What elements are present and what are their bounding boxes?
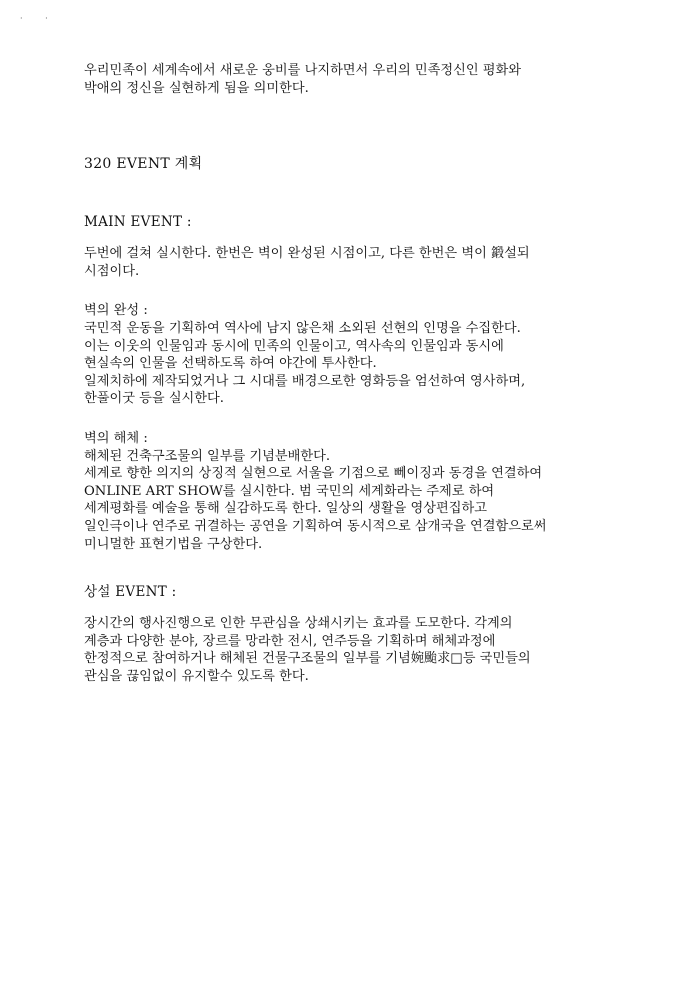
text-line: 계층과 다양한 분야, 장르를 망라한 전시, 연주등을 기획하며 해체과정에 (84, 633, 496, 649)
spacer (84, 280, 624, 302)
regular-event-paragraph (84, 615, 624, 685)
main-event-heading: MAIN EVENT : (84, 214, 192, 231)
text-line: 박애의 정신을 실현하게 됨을 의미한다. (84, 80, 309, 96)
corner-mark: · · (20, 14, 58, 23)
text-line: 세계로 향한 의지의 상징적 실현으로 서울을 기점으로 뻬이징과 동경을 연결하여 (84, 466, 543, 482)
text-line: 이는 이웃의 인물임과 동시에 민족의 인물이고, 역사속의 인물임과 동시에 (84, 338, 504, 354)
section-heading: 320 EVENT 계획 (84, 156, 203, 173)
text-line: 관심을 끊임없이 유지할수 있도록 한다. (84, 668, 309, 684)
intro-paragraph (84, 62, 624, 97)
regular-event-heading: 상설 EVENT : (84, 584, 177, 601)
text-line: 현실속의 인물을 선택하도록 하여 야간에 투사한다. (84, 356, 377, 372)
document-body (84, 62, 624, 685)
text-line: 한풀이굿 등을 실시한다. (84, 391, 224, 407)
text-line: 세계평화를 예술을 통해 실감하도록 한다. 일상의 생활을 영상편집하고 (84, 501, 487, 517)
text-line: ONLINE ART SHOW를 실시한다. 범 국민의 세계화라는 주제로 하여 (84, 483, 495, 499)
text-line: 우리민족이 세계속에서 새로운 웅비를 나지하면서 우리의 민족정신인 평화와 (84, 63, 521, 78)
text-line: 국민적 운동을 기획하여 역사에 남지 않은채 소외된 선현의 인명을 수집한다. (84, 320, 521, 336)
text-line: 시점이다. (84, 263, 140, 279)
wall-completion-label: 벽의 완성 : (84, 303, 148, 319)
wall-dismantle-paragraph (84, 448, 624, 554)
text-line: 장시간의 행사진행으로 인한 무관심을 상쇄시키는 효과를 도모한다. 각계의 (84, 616, 513, 632)
text-line: 해체된 건축구조물의 일부를 기념분배한다. (84, 448, 331, 464)
text-line: 한정적으로 참여하거나 해체된 건물구조물의 일부를 기념婉颱求□등 국민들의 (84, 651, 531, 667)
spacer (84, 97, 624, 155)
text-line: 일제치하에 제작되었거나 그 시대를 배경으로한 영화등을 엄선하여 영사하며, (84, 373, 526, 389)
spacer (84, 601, 624, 615)
text-line: 일인극이나 연주로 귀결하는 공연을 기획하여 동시적으로 삼개국을 연결함으로써 (84, 518, 547, 534)
spacer (84, 231, 624, 245)
main-event-intro (84, 245, 624, 280)
text-line: 두번에 걸쳐 실시한다. 한번은 벽이 완성된 시점이고, 다른 한번은 벽이 鍛설되 (84, 246, 530, 262)
spacer (84, 173, 624, 213)
text-line: 미니멀한 표현기법을 구상한다. (84, 536, 263, 552)
spacer (84, 408, 624, 430)
wall-completion-paragraph (84, 320, 624, 408)
wall-dismantle-label: 벽의 해체 : (84, 430, 148, 446)
spacer (84, 553, 624, 583)
